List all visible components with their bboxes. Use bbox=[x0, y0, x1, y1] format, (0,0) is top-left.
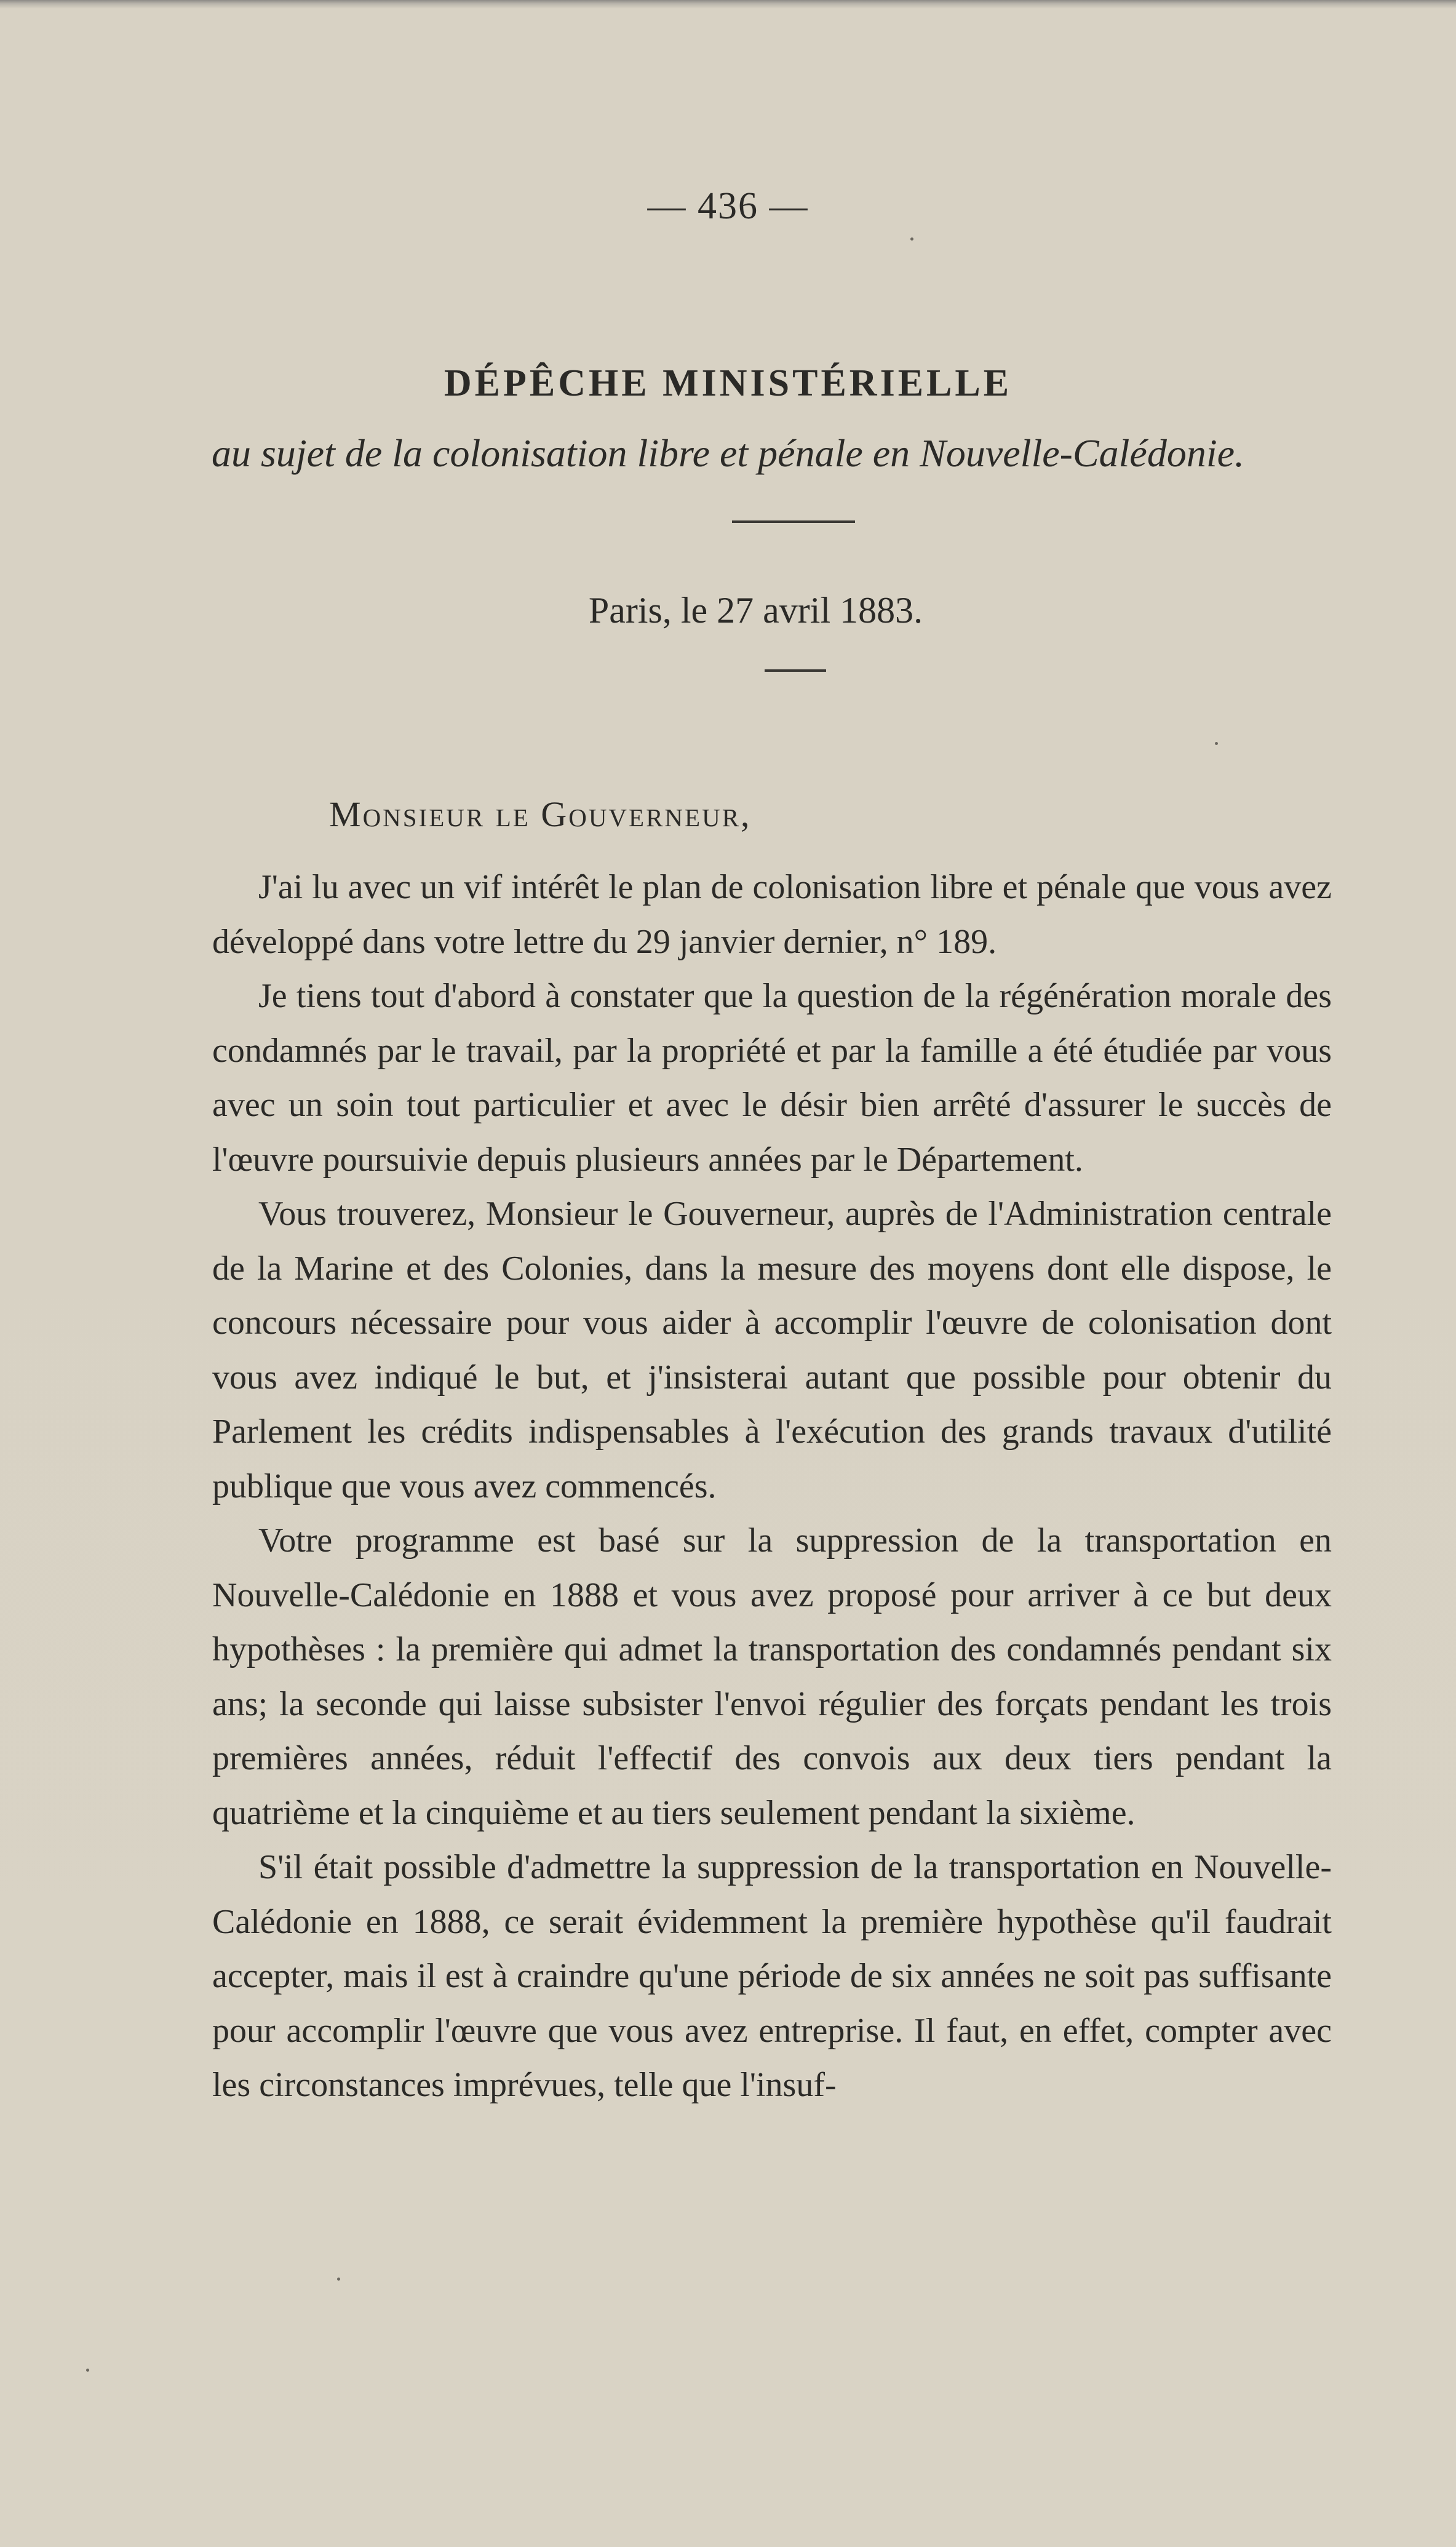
paper-speck bbox=[1215, 742, 1218, 745]
paper-speck bbox=[337, 2278, 340, 2281]
document-subtitle: au sujet de la colonisation libre et pénale en Nouvelle-Calédonie. bbox=[211, 431, 1245, 475]
document-title: DÉPÊCHE MINISTÉRIELLE bbox=[444, 362, 1012, 404]
paragraph: Vous trouverez, Monsieur le Gouverneur, auprès de l'Administration centrale de la Marine et des Colonies, dans la mesure des moyens dont elle dispose, le concours nécessaire pour vous aider à accomplir l'œuvre de colonisation dont vous avez indiqué le but, et j'insisterai autant que possible pour obtenir du Parlement les crédits indispensables à l'exécution des grands travaux d'utilité publique que vous avez commencés. bbox=[212, 1195, 1332, 1505]
letter-body bbox=[212, 860, 1332, 2113]
salutation: Monsieur le Gouverneur, bbox=[329, 794, 752, 834]
paragraph: J'ai lu avec un vif intérêt le plan de colonisation libre et pénale que vous avez développé dans votre lettre du 29 janvier dernier, n° 189. bbox=[212, 868, 1332, 961]
dateline-divider bbox=[765, 669, 826, 672]
paragraph: S'il était possible d'admettre la suppression de la transportation en Nouvelle-Calédonie en 1888, ce serait évidemment la première hypothèse qu'il faudrait accepter, mais il est à craindre qu'une période de six années ne soit pas suffisante pour accomplir l'œuvre que vous avez entreprise. Il faut, en effet, compter avec les circonstances imprévues, telle que l'insuf- bbox=[212, 1848, 1332, 2104]
title-divider bbox=[732, 520, 855, 523]
page-number: — 436 — bbox=[647, 185, 809, 227]
paper-speck bbox=[910, 237, 913, 241]
paper-speck bbox=[86, 2369, 89, 2372]
dateline: Paris, le 27 avril 1883. bbox=[588, 590, 923, 631]
paragraph: Je tiens tout d'abord à constater que la question de la régénération morale des condamnés par le travail, par la propriété et par la famille a été étudiée par vous avec un soin tout particulier et avec le désir bien arrêté d'assurer le succès de l'œuvre poursuivie depuis plusieurs années par le Département. bbox=[212, 977, 1332, 1179]
paragraph: Votre programme est basé sur la suppression de la transportation en Nouvelle-Calédonie en 1888 et vous avez proposé pour arriver à ce but deux hypothèses : la première qui admet la transportation des condamnés pendant six ans; la seconde qui laisse subsister l'envoi régulier des forçats pendant les trois premières années, réduit l'effectif des convois aux deux tiers pendant la quatrième et la cinquième et au tiers seulement pendant la sixième. bbox=[212, 1521, 1332, 1832]
